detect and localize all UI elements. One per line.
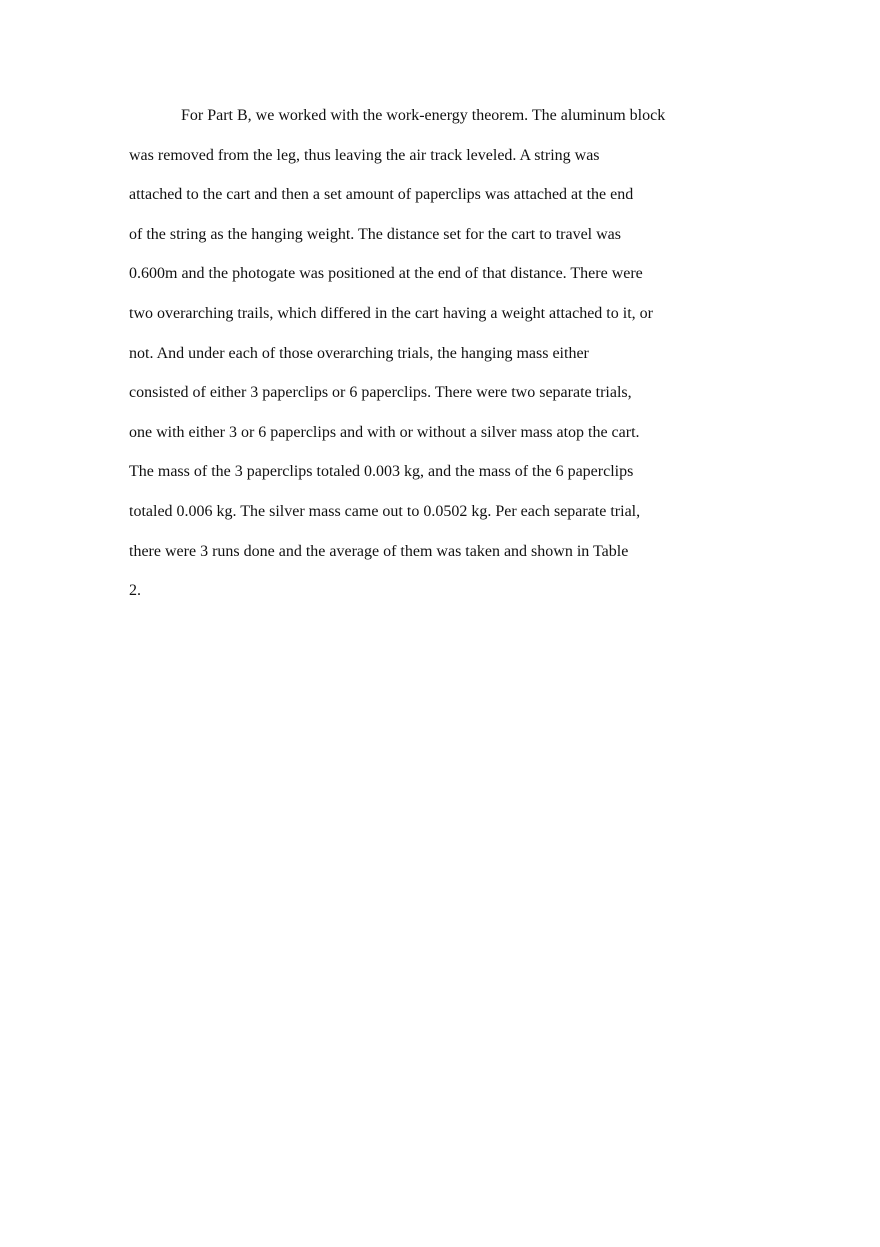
paragraph-line: of the string as the hanging weight. The distance set for the cart to travel was [129,225,621,243]
body-paragraph [129,103,709,618]
paragraph-line: two overarching trails, which differed in the cart having a weight attached to it, or [129,304,653,322]
paragraph-line: 2. [129,582,141,600]
paragraph-line: consisted of either 3 paperclips or 6 paperclips. There were two separate trials, [129,384,632,402]
paragraph-line: one with either 3 or 6 paperclips and with or without a silver mass atop the cart. [129,423,640,441]
paragraph-line: attached to the cart and then a set amount of paperclips was attached at the end [129,186,634,204]
paragraph-line: not. And under each of those overarching trials, the hanging mass either [129,344,589,362]
paragraph-line: 0.600m and the photogate was positioned at the end of that distance. There were [129,265,643,283]
paragraph-line: The mass of the 3 paperclips totaled 0.003 kg, and the mass of the 6 paperclips [129,463,634,481]
paragraph-line: totaled 0.006 kg. The silver mass came out to 0.0502 kg. Per each separate trial, [129,502,641,520]
paragraph-line: was removed from the leg, thus leaving the air track leveled. A string was [129,146,600,164]
paragraph-line: there were 3 runs done and the average of them was taken and shown in Table [129,542,629,560]
paragraph-line: For Part B, we worked with the work-energy theorem. The aluminum block [181,107,666,124]
